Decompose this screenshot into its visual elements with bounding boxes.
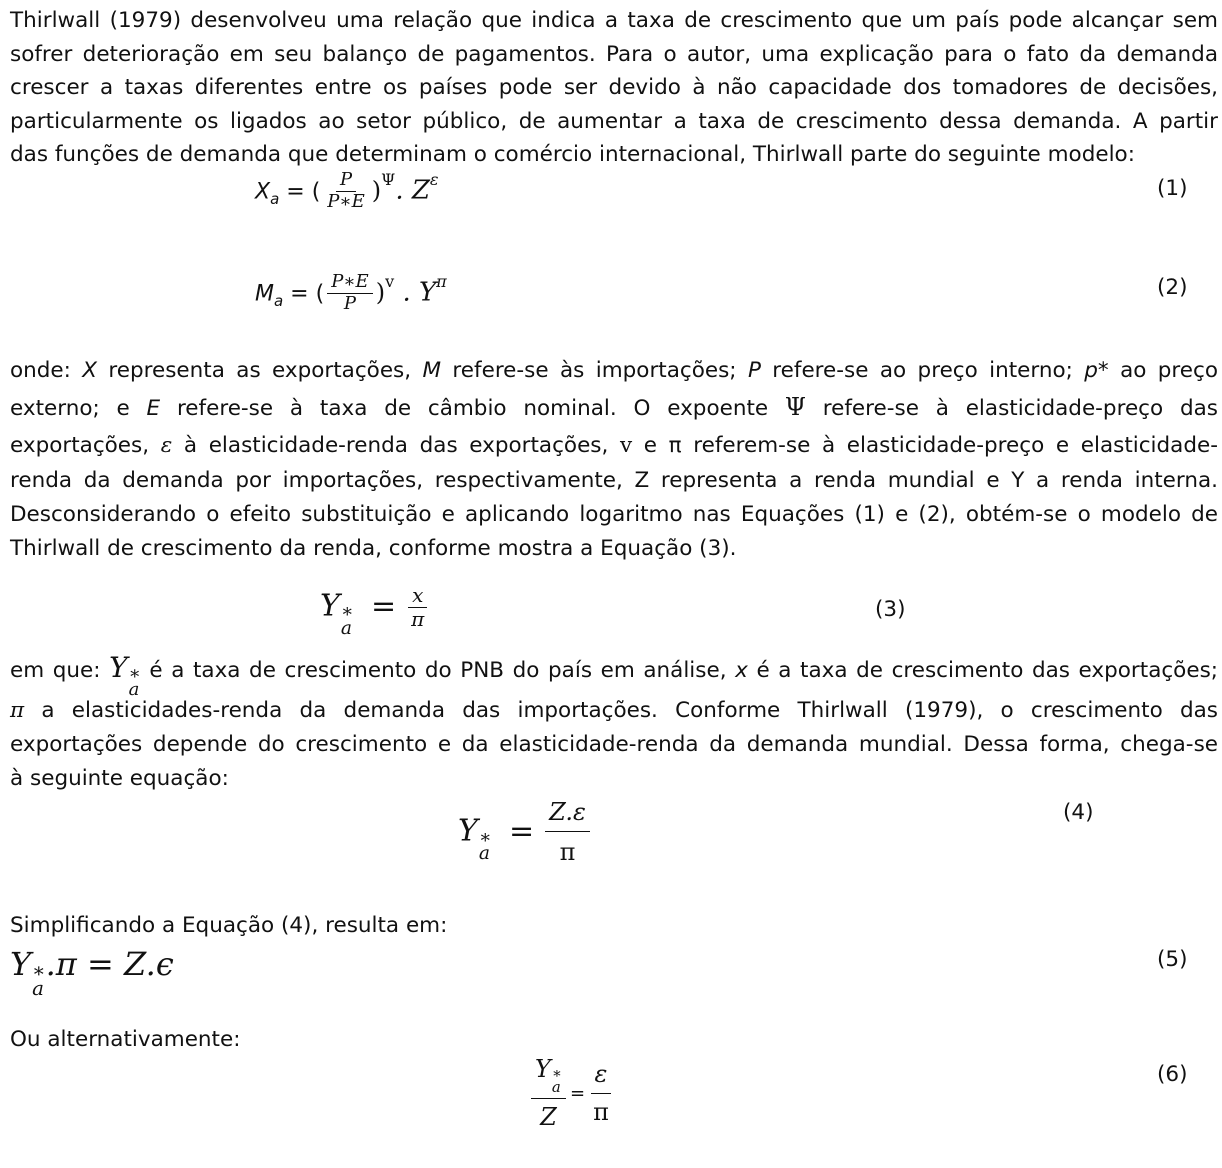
text-span: a elasticidades-renda da demanda das importações. Conforme Thirlwall (1979), o crescimento das	[24, 698, 1218, 723]
eq5-y: Y	[10, 945, 32, 983]
text-span: ε	[160, 433, 173, 458]
eq6-right-denominator: π	[593, 1098, 609, 1127]
equation-2	[255, 272, 447, 314]
eq2-lhs-sub: a	[273, 291, 284, 310]
eq6-number: (6)	[1157, 1062, 1188, 1087]
eq4-sup: ∗	[478, 826, 492, 848]
paragraph-line: das funções de demanda que determinam o comércio internacional, Thirlwall parte do seguinte modelo:	[10, 142, 1135, 167]
text-span: refere-se à taxa de câmbio nominal. O expoente	[160, 396, 785, 421]
text-span: E	[146, 396, 161, 421]
text-span: X	[82, 358, 98, 383]
text-span: onde:	[10, 358, 83, 383]
text-span: em que:	[10, 658, 110, 683]
text-span: externo; e	[10, 396, 147, 421]
paragraph-line: exportações depende do crescimento e da elasticidade-renda da demanda mundial. Dessa forma, chega-se	[10, 732, 1218, 757]
eq2-number: (2)	[1157, 275, 1188, 300]
text-span: π	[10, 698, 25, 723]
paragraph-line: à seguinte equação:	[10, 766, 229, 791]
eq1-denominator: P∗E	[327, 191, 365, 213]
eq4-denominator: π	[559, 838, 576, 867]
text-alternativa: Ou alternativamente:	[10, 1027, 241, 1052]
text-span: é a taxa de crescimento do PNB do país em análise,	[140, 658, 736, 683]
text-span: v	[619, 433, 633, 458]
eq6-right-fraction	[589, 1062, 613, 1125]
eq5-script	[32, 958, 46, 1000]
text-span: P	[747, 358, 761, 383]
eq3-equals: =	[371, 588, 397, 624]
eq4-y: Y	[458, 813, 478, 849]
eq2-denominator: P	[343, 293, 357, 315]
eq1-numerator: P	[336, 171, 356, 192]
eq3-sub: a	[340, 618, 352, 640]
eq1-exponent: Ψ	[381, 170, 396, 189]
inline-y: Y	[109, 651, 128, 684]
text-span: é a taxa de crescimento das exportações;	[747, 658, 1219, 683]
paragraph-line: Thirlwall (1979) desenvolveu uma relação que indica a taxa de crescimento que um país pode alcançar sem	[10, 8, 1218, 33]
eq2-exponent: v	[385, 272, 395, 291]
eq1-exponent2: ε	[429, 170, 439, 189]
paragraph-line	[10, 352, 1218, 389]
paragraph-line: Thirlwall de crescimento da renda, conforme mostra a Equação (3).	[10, 536, 737, 561]
text-span: refere-se ao preço interno;	[760, 358, 1085, 383]
paragraph-explanation	[10, 650, 1218, 796]
equation-6	[528, 1057, 616, 1130]
text-span: exportações,	[10, 433, 161, 458]
eq4-script	[478, 826, 492, 865]
text-span: e π referem-se à elasticidade-preço e elasticidade-	[632, 433, 1218, 458]
paragraph-line: crescer a taxas diferentes entre os países pode ser devido à não capacidade dos tomadores de decisões,	[10, 75, 1218, 100]
eq3-sup: ∗	[340, 601, 354, 623]
eq1-equals: = (	[279, 179, 321, 205]
eq4-numerator: Z.ε	[545, 800, 590, 832]
text-span: p*	[1084, 358, 1109, 383]
eq3-script	[340, 601, 354, 640]
eq6-y: Y	[535, 1055, 551, 1083]
eq6-left-numerator	[531, 1057, 566, 1099]
eq5-number: (5)	[1157, 947, 1188, 972]
eq6-equals: =	[569, 1083, 586, 1105]
text-span: refere-se às importações;	[441, 358, 748, 383]
paragraph-intro	[10, 4, 1218, 172]
paragraph-line: renda da demanda por importações, respectivamente, Z representa a renda mundial e Y a renda interna.	[10, 468, 1218, 493]
eq6-left-fraction	[531, 1057, 566, 1130]
paragraph-line	[10, 650, 1219, 700]
paragraph-line	[10, 427, 1218, 464]
eq3-y: Y	[320, 588, 340, 624]
paragraph-line: Desconsiderando o efeito substituição e aplicando logaritmo nas Equações (1) e (2), obtém-se o modelo de	[10, 502, 1218, 527]
inline-y-sub: a	[128, 678, 140, 700]
text-span: Ψ	[784, 393, 806, 421]
eq2-fraction	[327, 273, 373, 314]
eq6-right-numerator: ε	[591, 1062, 612, 1094]
eq4-sub: a	[478, 843, 490, 865]
eq6-sub: a	[551, 1077, 561, 1096]
eq2-close: )	[375, 278, 386, 307]
paragraph-definitions	[10, 352, 1218, 566]
equation-1	[255, 170, 439, 212]
eq6-script	[551, 1064, 562, 1096]
eq1-number: (1)	[1157, 176, 1188, 201]
eq1-lhs-sub: a	[270, 189, 280, 208]
eq3-numerator: x	[408, 585, 427, 608]
equation-3	[320, 585, 431, 638]
eq2-numerator: P∗E	[327, 273, 373, 294]
text-span: refere-se à elasticidade-preço das	[805, 396, 1218, 421]
eq1-fraction	[323, 171, 369, 212]
eq6-sup: ∗	[551, 1064, 562, 1083]
eq1-close: )	[371, 176, 382, 205]
eq5-sub: a	[32, 976, 44, 1000]
eq2-equals: = (	[283, 281, 325, 307]
eq5-sup: ∗	[32, 958, 46, 982]
eq5-rest: .π = Z.ϵ	[45, 945, 174, 983]
text-simplificando: Simplificando a Equação (4), resulta em:	[10, 913, 448, 938]
text-span: representa as exportações,	[97, 358, 423, 383]
eq6-left-denominator: Z	[540, 1103, 557, 1132]
inline-y-sup: ∗	[128, 662, 141, 684]
equation-5	[10, 945, 174, 998]
eq1-lhs: X	[255, 179, 271, 205]
eq2-y: . Y	[394, 277, 437, 308]
eq3-denominator: π	[411, 607, 425, 631]
paragraph-line	[10, 389, 1218, 427]
eq3-fraction	[407, 585, 428, 630]
paragraph-line	[10, 694, 1218, 728]
text-span: ao preço	[1108, 358, 1218, 383]
equation-4	[458, 800, 593, 865]
text-span: M	[422, 358, 442, 383]
eq4-fraction	[545, 800, 590, 865]
eq3-number: (3)	[875, 597, 906, 622]
text-span: à elasticidade-renda das exportações,	[172, 433, 620, 458]
text-span: x	[735, 658, 748, 683]
eq4-equals: =	[509, 813, 535, 849]
eq4-number: (4)	[1063, 800, 1094, 825]
eq2-exponent2: π	[436, 272, 447, 291]
paragraph-line: particularmente os ligados ao setor público, de aumentar a taxa de crescimento dessa demanda. A partir	[10, 108, 1218, 134]
eq1-z: . Z	[395, 175, 430, 206]
paragraph-line: sofrer deterioração em seu balanço de pagamentos. Para o autor, uma explicação para o fato da demanda	[10, 41, 1218, 67]
eq2-lhs: M	[255, 281, 274, 307]
